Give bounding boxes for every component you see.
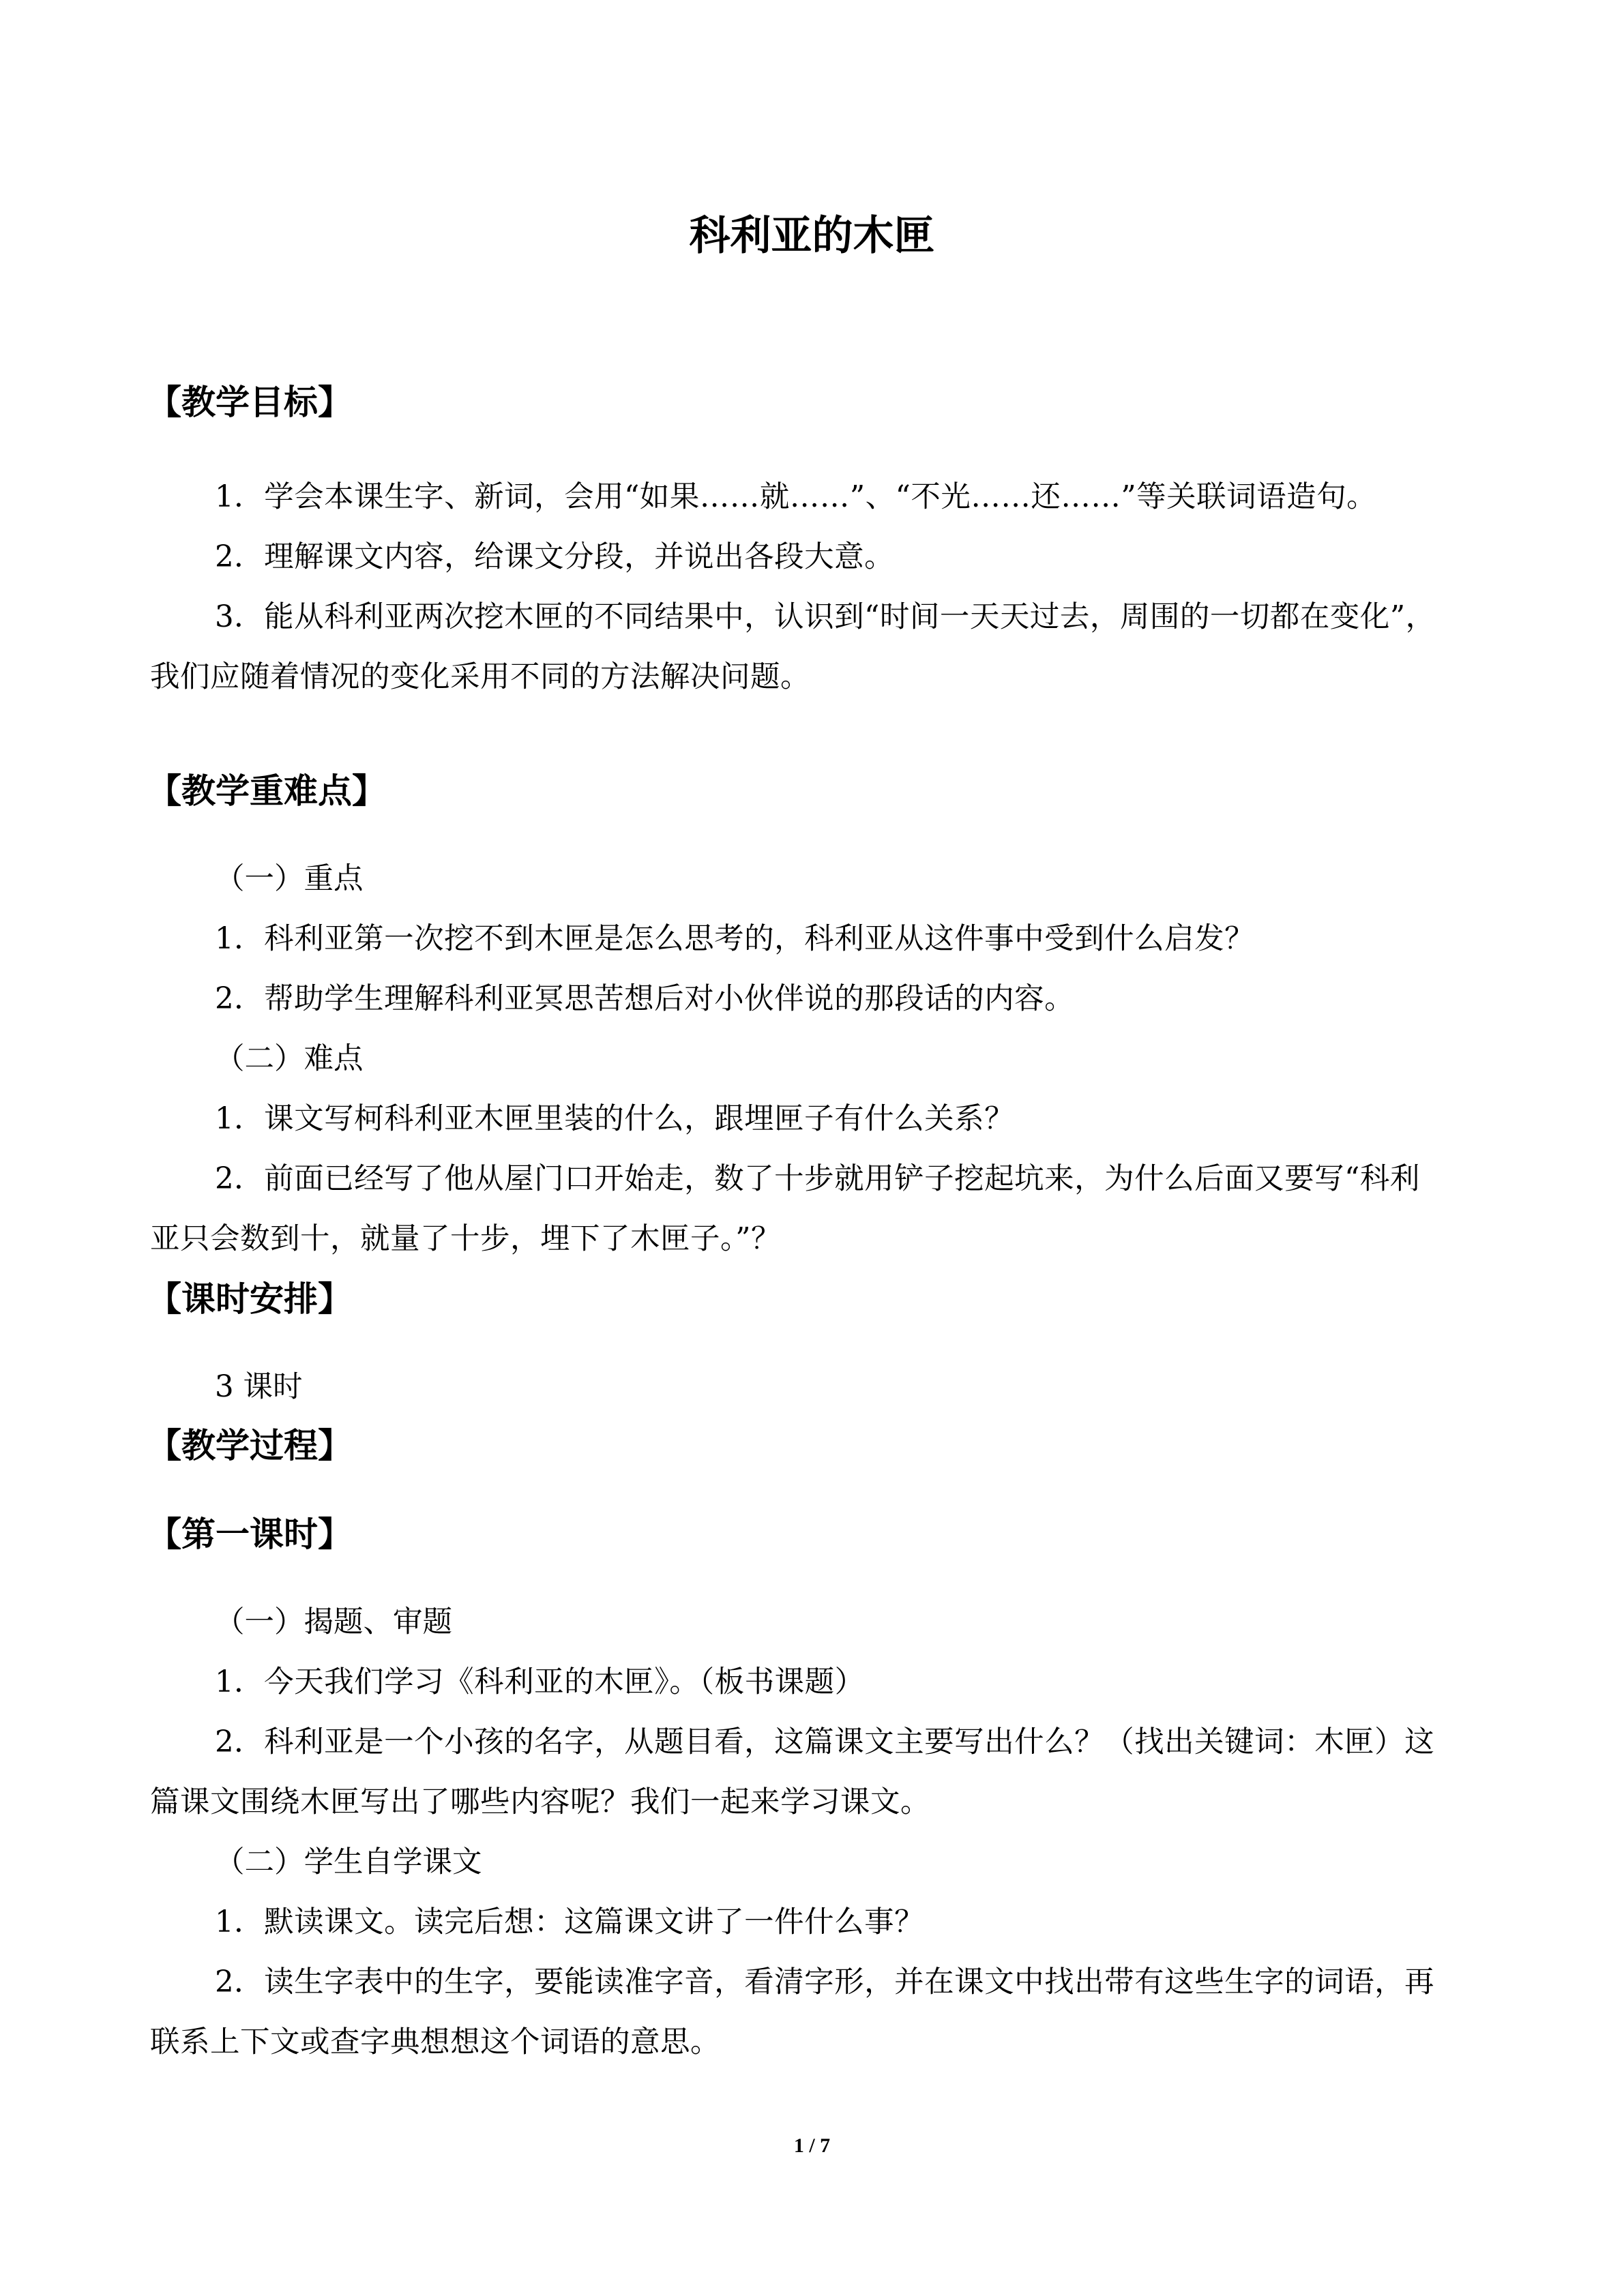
section-heading-lesson1: 【第一课时】 [147,1515,352,1554]
key-points-list [150,849,1446,1269]
lesson1-part2-item-2: 2．读生字表中的生字，要能读准字音，看清字形，并在课文中找出带有这些生字的词语，再联系上下文或查字典想想这个词语的意思。 [150,1965,1435,2059]
lesson1-part2-item-1: 1．默读课文。读完后想：这篇课文讲了一件什么事？ [215,1905,925,1939]
section-schedule [147,1279,1446,1320]
difficulty-label: （二）难点 [215,1042,364,1076]
document-title: 科利亚的木匣 [689,212,935,260]
lesson1-body [150,1592,1446,2072]
focus-label: （一）重点 [215,862,364,896]
lesson1-part1-item-1: 1．今天我们学习《科利亚的木匣》。（板书课题） [215,1665,865,1699]
goals-list [150,467,1446,707]
difficulty-item-1: 1．课文写柯科利亚木匣里装的什么，跟埋匣子有什么关系？ [215,1102,1015,1136]
goal-item-3: 3．能从科利亚两次挖木匣的不同结果中，认识到“时间一天天过去，周围的一切都在变化”，我们应随着情况的变化采用不同的方法解决问题。 [150,600,1436,694]
focus-item-2: 2．帮助学生理解科利亚冥思苦想后对小伙伴说的那段话的内容。 [215,982,1075,1016]
section-heading-key-points: 【教学重难点】 [147,771,386,811]
section-process [147,1425,1446,1466]
section-heading-schedule: 【课时安排】 [147,1279,352,1319]
schedule-body [150,1357,1446,1417]
page-number: 1 / 7 [793,2134,831,2157]
goal-item-2: 2．理解课文内容，给课文分段，并说出各段大意。 [215,540,895,574]
goal-item-1: 1．学会本课生字、新词，会用“如果……就……”、“不光……还……”等关联词语造句。 [215,480,1377,514]
section-goals [147,382,1446,423]
lesson1-part1-item-2: 2．科利亚是一个小孩的名字，从题目看，这篇课文主要写出什么？（找出关键词：木匣）这篇课文围绕木匣写出了哪些内容呢？我们一起来学习课文。 [150,1725,1435,1819]
section-heading-process: 【教学过程】 [147,1426,352,1465]
section-key-points [147,771,1446,811]
section-heading-goals: 【教学目标】 [147,383,352,422]
focus-item-1: 1．科利亚第一次挖不到木匣是怎么思考的，科利亚从这件事中受到什么启发？ [215,922,1255,956]
schedule-text: 3 课时 [215,1370,303,1404]
difficulty-item-2: 2．前面已经写了他从屋门口开始走，数了十步就用铲子挖起坑来，为什么后面又要写“科利亚只会数到十，就量了十步，埋下了木匣子。”？ [150,1162,1420,1256]
lesson1-part2-label: （二）学生自学课文 [215,1845,482,1879]
section-lesson1 [147,1514,1446,1555]
lesson1-part1-label: （一）揭题、审题 [215,1605,452,1639]
